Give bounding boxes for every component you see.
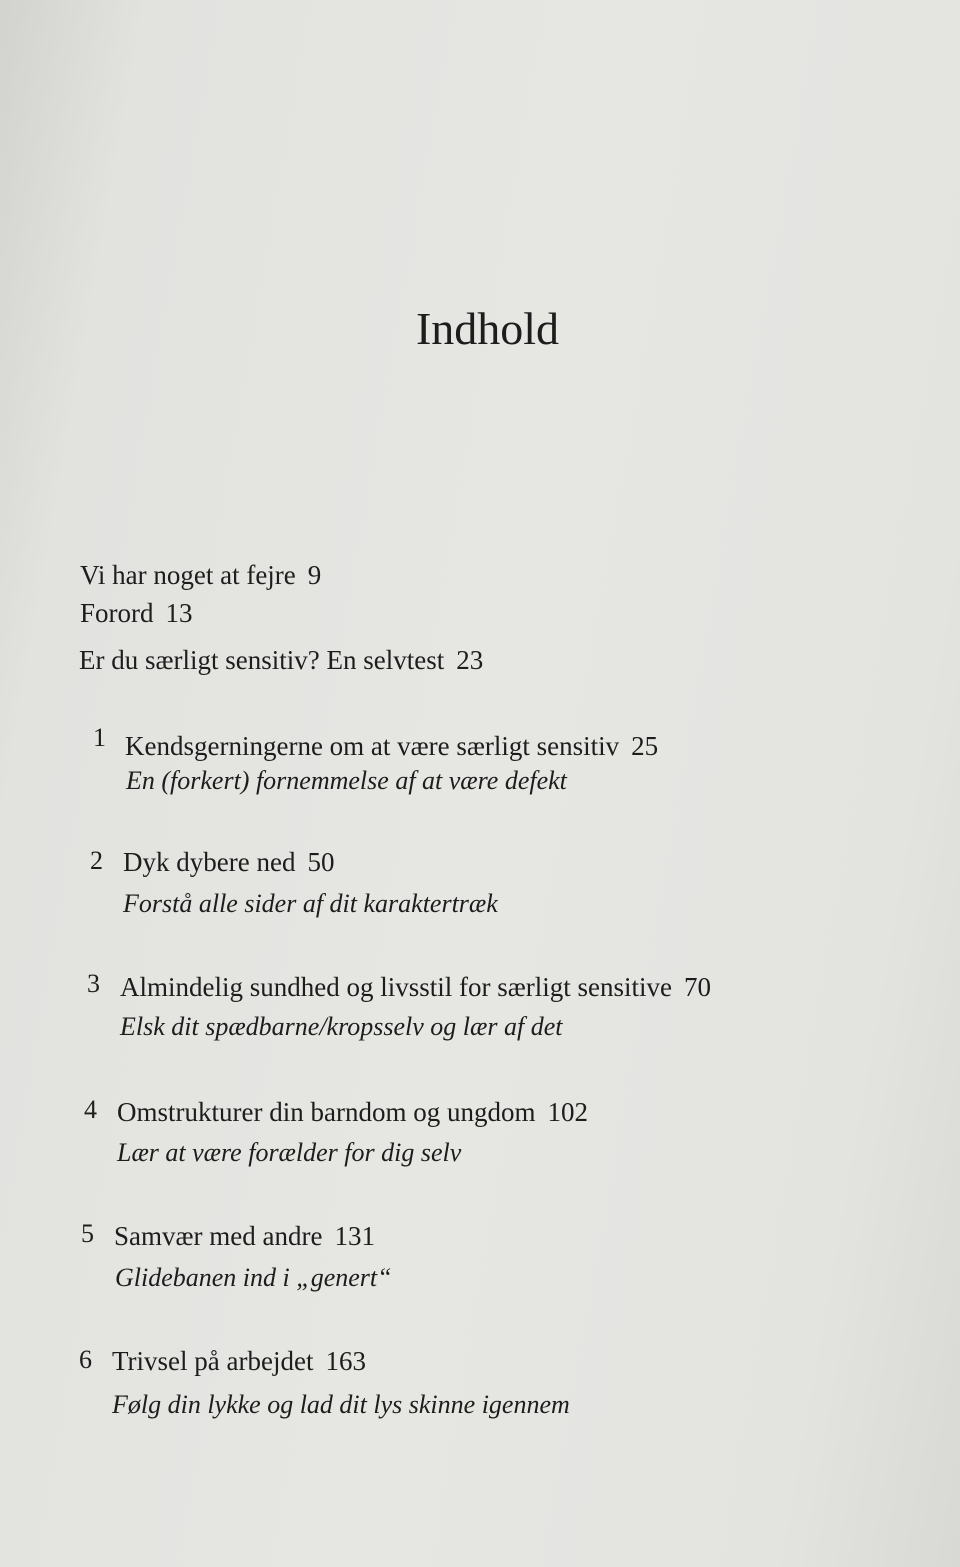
- chapter-title-text: Trivsel på arbejdet: [112, 1346, 314, 1376]
- chapter-title-text: Kendsgerningerne om at være særligt sensitiv: [125, 731, 620, 761]
- chapter-title: [112, 1346, 366, 1377]
- entry-label: Vi har noget at fejre: [80, 560, 296, 590]
- chapter-subtitle: Elsk dit spædbarne/kropsselv og lær af det: [120, 1012, 563, 1041]
- chapter-page: 25: [631, 731, 659, 761]
- chapter-subtitle: Følg din lykke og lad dit lys skinne igennem: [112, 1390, 570, 1419]
- chapter-number: 2: [90, 846, 103, 875]
- entry-page: 23: [456, 645, 484, 675]
- chapter-title: [123, 847, 334, 878]
- toc-entry: [80, 560, 321, 591]
- toc-entry: [80, 598, 193, 629]
- chapter-title: [120, 972, 711, 1003]
- entry-label: Er du særligt sensitiv? En selvtest: [79, 645, 445, 675]
- page-title: Indhold: [415, 303, 560, 354]
- chapter-subtitle: En (forkert) fornemmelse af at være defekt: [126, 766, 567, 795]
- entry-page: 9: [307, 560, 322, 590]
- chapter-title: [125, 731, 658, 762]
- chapter-title: [114, 1221, 375, 1252]
- toc-entry: [79, 645, 483, 676]
- chapter-number: 3: [87, 969, 100, 998]
- chapter-subtitle: Glidebanen ind i „genert“: [115, 1263, 392, 1292]
- chapter-number: 6: [79, 1345, 92, 1374]
- chapter-subtitle: Forstå alle sider af dit karaktertræk: [123, 889, 498, 918]
- chapter-page: 131: [334, 1221, 375, 1251]
- entry-page: 13: [165, 598, 193, 628]
- chapter-number: 4: [84, 1095, 97, 1124]
- chapter-page: 50: [307, 847, 335, 877]
- chapter-title-text: Omstrukturer din barndom og ungdom: [117, 1097, 536, 1127]
- chapter-number: 1: [93, 723, 106, 752]
- chapter-page: 163: [325, 1346, 366, 1376]
- chapter-subtitle: Lær at være forælder for dig selv: [117, 1138, 462, 1167]
- chapter-title-text: Almindelig sundhed og livsstil for særligt sensitive: [120, 972, 672, 1002]
- entry-label: Forord: [80, 598, 154, 628]
- chapter-page: 70: [683, 972, 711, 1002]
- chapter-title: [117, 1097, 588, 1128]
- chapter-page: 102: [547, 1097, 588, 1127]
- chapter-number: 5: [81, 1219, 94, 1248]
- chapter-title-text: Dyk dybere ned: [123, 847, 296, 877]
- chapter-title-text: Samvær med andre: [114, 1221, 323, 1251]
